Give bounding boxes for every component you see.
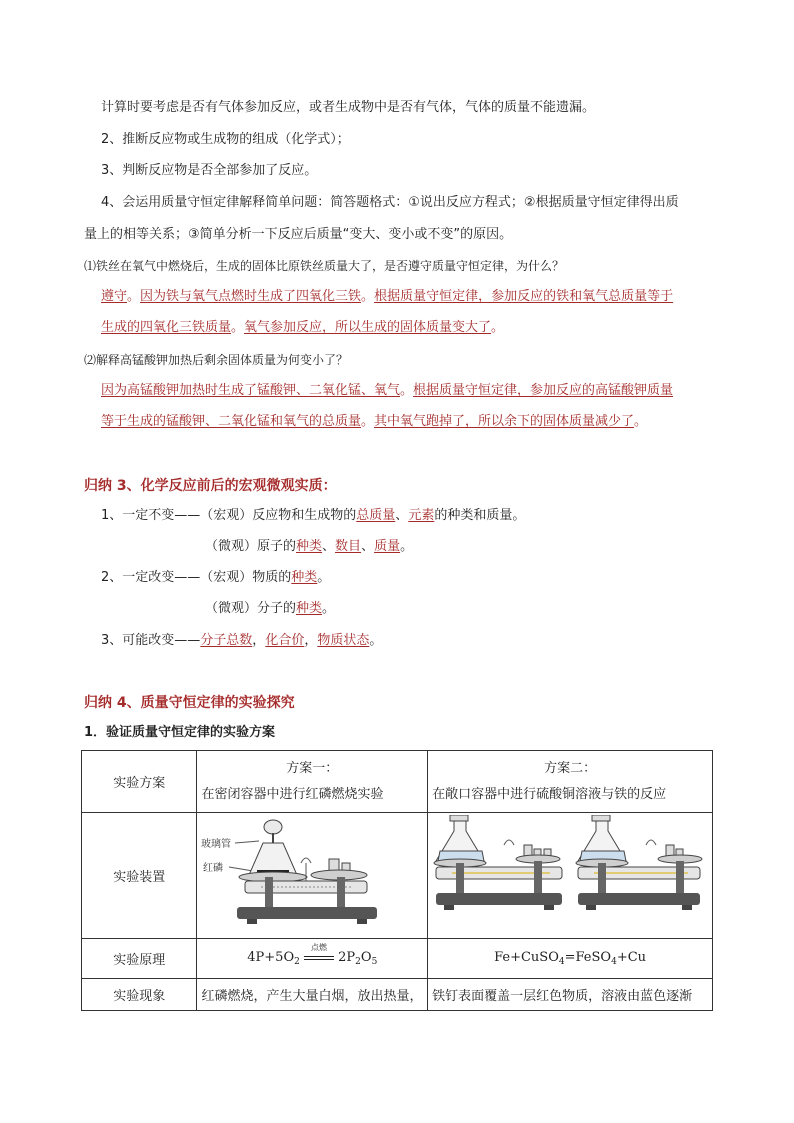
answer-2-part: 根据质量守恒定律，参加反应的高锰酸钾质量 bbox=[413, 383, 674, 398]
answer-1-line-2: 生成的四氧化三铁质量。氧气参加反应，所以生成的固体质量变大了。 bbox=[101, 320, 505, 335]
plan-2-desc: 在敞口容器中进行硫酸铜溶液与铁的反应 bbox=[432, 786, 667, 802]
apparatus-2-cell bbox=[428, 813, 713, 939]
label-red-phosphorus: 红磷 bbox=[203, 862, 224, 874]
plan-1-cell bbox=[197, 751, 428, 813]
plan-2-cell bbox=[428, 751, 713, 813]
balance-right bbox=[576, 815, 702, 910]
balance-phosphorus-image bbox=[201, 815, 415, 933]
row-label-principle: 实验原理 bbox=[82, 939, 197, 979]
experiment-table bbox=[81, 750, 713, 1011]
row-label-plan: 实验方案 bbox=[82, 751, 197, 813]
answer-1-part: 生成的四氧化三铁质量 bbox=[101, 320, 232, 335]
answer-1-line-1: 遵守。因为铁与氧气点燃时生成了四氧化三铁。根据质量守恒定律，参加反应的铁和氧气总质量等于 bbox=[101, 289, 674, 304]
answer-2-part: 等于生成的锰酸钾、二氧化锰和氧气的总质量 bbox=[101, 414, 362, 429]
equation-1: $4P+5O_2$ 点燃 $2P_2O_5$ bbox=[197, 939, 428, 979]
intro-line-2: 2、推断反应物或生成物的组成（化学式）； bbox=[101, 132, 350, 147]
answer-2-part: 其中氧气跑掉了，所以余下的固体质量减少了 bbox=[374, 414, 635, 429]
summary-3-row-3: 2、一定改变——（宏观）物质的种类。 bbox=[101, 570, 331, 585]
question-1: ⑴铁丝在氧气中燃烧后，生成的固体比原铁丝质量大了，是否遵守质量守恒定律，为什么？ bbox=[84, 259, 565, 273]
table-row-principle bbox=[82, 939, 713, 979]
row-label-apparatus: 实验装置 bbox=[82, 813, 197, 939]
answer-1-part: 根据质量守恒定律，参加反应的铁和氧气总质量等于 bbox=[374, 289, 674, 304]
summary-3-title: 归纳 3、化学反应前后的宏观微观实质： bbox=[84, 478, 337, 494]
balance-left bbox=[434, 815, 562, 910]
table-row-plan bbox=[82, 751, 713, 813]
answer-1-part: 因为铁与氧气点燃时生成了四氧化三铁 bbox=[140, 289, 362, 304]
apparatus-1-cell bbox=[197, 813, 428, 939]
balance-iron-image bbox=[432, 815, 704, 933]
question-2: ⑵解释高锰酸钾加热后剩余固体质量为何变小了？ bbox=[84, 353, 349, 367]
reaction-condition: 点燃 bbox=[304, 951, 334, 965]
intro-line-1: 计算时要考虑是否有气体参加反应，或者生成物中是否有气体，气体的质量不能遗漏。 bbox=[101, 100, 596, 115]
summary-3-row-5: 3、可能改变——分子总数，化合价，物质状态。 bbox=[101, 633, 383, 648]
plan-1-head: 方案一： bbox=[286, 760, 339, 776]
answer-1-part: 遵守 bbox=[101, 289, 128, 304]
label-glass-tube: 玻璃管 bbox=[201, 838, 232, 850]
answer-1-part: 氧气参加反应，所以生成的固体质量变大了 bbox=[244, 320, 492, 335]
observation-2: 铁钉表面覆盖一层红色物质，溶液由蓝色逐渐 bbox=[428, 979, 713, 1011]
summary-4-subtitle: 1．验证质量守恒定律的实验方案 bbox=[84, 725, 276, 740]
plan-2-head: 方案二： bbox=[544, 760, 597, 776]
table-row-observation bbox=[82, 979, 713, 1011]
answer-2-part: 因为高锰酸钾加热时生成了锰酸钾、二氧化锰、氧气 bbox=[101, 383, 401, 398]
table-row-apparatus bbox=[82, 813, 713, 939]
answer-2-line-1: 因为高锰酸钾加热时生成了锰酸钾、二氧化锰、氧气。根据质量守恒定律，参加反应的高锰酸钾质量 bbox=[101, 383, 674, 398]
summary-4-title: 归纳 4、质量守恒定律的实验探究 bbox=[84, 695, 295, 711]
row-label-observation: 实验现象 bbox=[82, 979, 197, 1011]
summary-3-row-1: 1、一定不变——（宏观）反应物和生成物的总质量、元素的种类和质量。 bbox=[101, 508, 526, 523]
summary-3-row-2: （微观）原子的种类、数目、质量。 bbox=[205, 539, 414, 554]
intro-line-4b: 量上的相等关系；③简单分析一下反应后质量“变大、变小或不变”的原因。 bbox=[84, 227, 513, 242]
plan-1-desc: 在密闭容器中进行红磷燃烧实验 bbox=[201, 786, 384, 802]
intro-line-3: 3、判断反应物是否全部参加了反应。 bbox=[101, 163, 318, 178]
observation-1: 红磷燃烧，产生大量白烟，放出热量， bbox=[197, 979, 428, 1011]
summary-3-row-4: （微观）分子的种类。 bbox=[205, 601, 336, 616]
equation-2: Fe+CuSO$_4$=FeSO$_4$+Cu bbox=[428, 939, 713, 979]
intro-line-4a: 4、会运用质量守恒定律解释简单问题：简答题格式：①说出反应方程式；②根据质量守恒定律得出质 bbox=[101, 195, 679, 210]
answer-2-line-2: 等于生成的锰酸钾、二氧化锰和氧气的总质量。其中氧气跑掉了，所以余下的固体质量减少了。 bbox=[101, 414, 648, 429]
